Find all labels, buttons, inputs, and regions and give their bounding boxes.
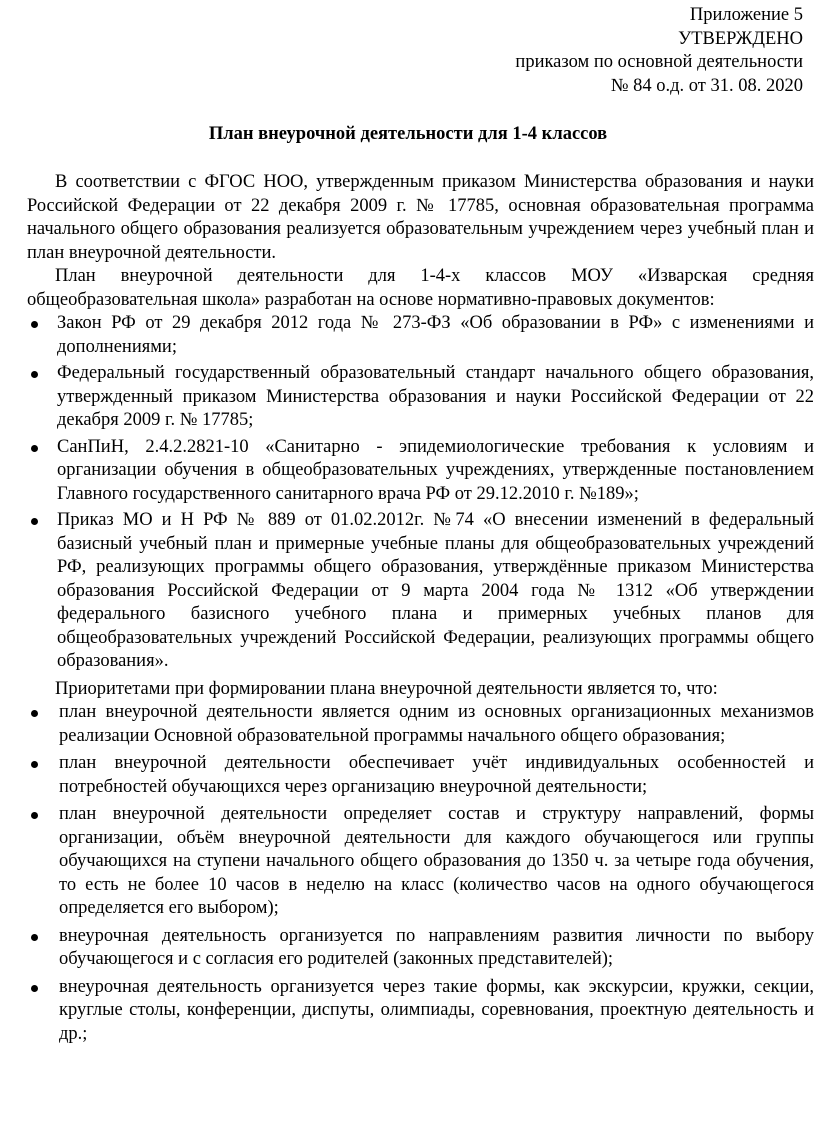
bullet-icon <box>31 812 38 819</box>
bullet-icon <box>31 371 38 378</box>
list-item-text: Федеральный государственный образовательный стандарт начального общего образования, утвержденный приказом Министерства образования и науки Российской Федерации от 22 декабря 2009 г. № 17785; <box>57 363 814 430</box>
list-item <box>27 362 814 433</box>
list-item-text: внеурочная деятельность организуется по направлениям развития личности по выбору обучающегося и с согласия его родителей (законных представителей); <box>59 925 814 969</box>
documents-list <box>27 312 814 674</box>
list-item <box>27 312 814 359</box>
list-item-text: план внеурочной деятельности является одним из основных организационных механизмов реализации Основной образовательной программы начального общего образования; <box>59 702 814 746</box>
bullet-icon <box>31 321 38 328</box>
bullet-icon <box>31 445 38 452</box>
bullet-icon <box>31 761 38 768</box>
bullet-icon <box>31 518 38 525</box>
appendix-label: Приложение 5 <box>689 5 803 25</box>
document-body <box>27 171 814 1050</box>
bullet-icon <box>31 934 38 941</box>
list-item <box>27 976 814 1047</box>
order-label: приказом по основной деятельности <box>515 52 803 72</box>
priorities-list <box>27 701 814 1046</box>
list-item <box>27 925 814 972</box>
list-item <box>27 803 814 921</box>
list-item-text: Приказ МО и Н РФ № 889 от 01.02.2012г. №74 «О внесении изменений в федеральный базисный учебный план и примерные учебные планы для общеобразовательных учреждений РФ, реализующих программы общего образования, утверждённые приказом Министерства образования Российской Федерации от 9 марта 2004 года № 1312 «Об утверждении федерального базисного учебного плана и примерных учебных планов для общеобразовательных учреждений Российской Федерации, реализующих программы общего образования». <box>57 510 814 671</box>
approved-label: УТВЕРЖДЕНО <box>678 28 803 49</box>
list-item-text: Закон РФ от 29 декабря 2012 года № 273-ФЗ «Об образовании в РФ» с изменениями и дополнениями; <box>57 313 814 357</box>
list-item-text: план внеурочной деятельности определяет состав и структуру направлений, формы организации, объём внеурочной деятельности для каждого обучающегося или группы обучающихся на ступени начального общего образования до 1350 ч. за четыре года обучения, то есть не более 10 часов в неделю на класс (количество часов на одного обучающегося определяется его выбором); <box>59 804 814 918</box>
document-title: План внеурочной деятельности для 1-4 классов <box>208 124 608 144</box>
list-item <box>27 509 814 674</box>
order-number: № 84 о.д. от 31. 08. 2020 <box>610 75 803 96</box>
list-item-text: план внеурочной деятельности обеспечивает учёт индивидуальных особенностей и потребностей обучающихся через организацию внеурочной деятельности; <box>59 753 814 797</box>
bullet-icon <box>31 985 38 992</box>
basis-paragraph: План внеурочной деятельности для 1-4-х классов МОУ «Изварская средняя общеобразовательная школа» разработан на основе нормативно-правовых документов: <box>27 266 814 310</box>
list-item <box>27 752 814 799</box>
intro-paragraph: В соответствии с ФГОС НОО, утвержденным приказом Министерства образования и науки Российской Федерации от 22 декабря 2009 г. № 17785, основная образовательная программа начального общего образования реализуется образовательным учреждением через учебный план и план внеурочной деятельности. <box>27 172 814 263</box>
list-item <box>27 436 814 507</box>
list-item-text: СанПиН, 2.4.2.2821-10 «Санитарно - эпидемиологические требования к условиям и организации обучения в общеобразовательных учреждениях, утвержденные постановлением Главного государственного санитарного врача РФ от 29.12.2010 г. №189»; <box>57 436 814 504</box>
bullet-icon <box>31 710 38 717</box>
priorities-paragraph: Приоритетами при формировании плана внеурочной деятельности является то, что: <box>55 678 718 699</box>
list-item <box>27 701 814 748</box>
approval-header <box>515 4 803 98</box>
list-item-text: внеурочная деятельность организуется через такие формы, как экскурсии, кружки, секции, круглые столы, конференции, диспуты, олимпиады, соревнования, проектную деятельность и др.; <box>59 976 814 1044</box>
